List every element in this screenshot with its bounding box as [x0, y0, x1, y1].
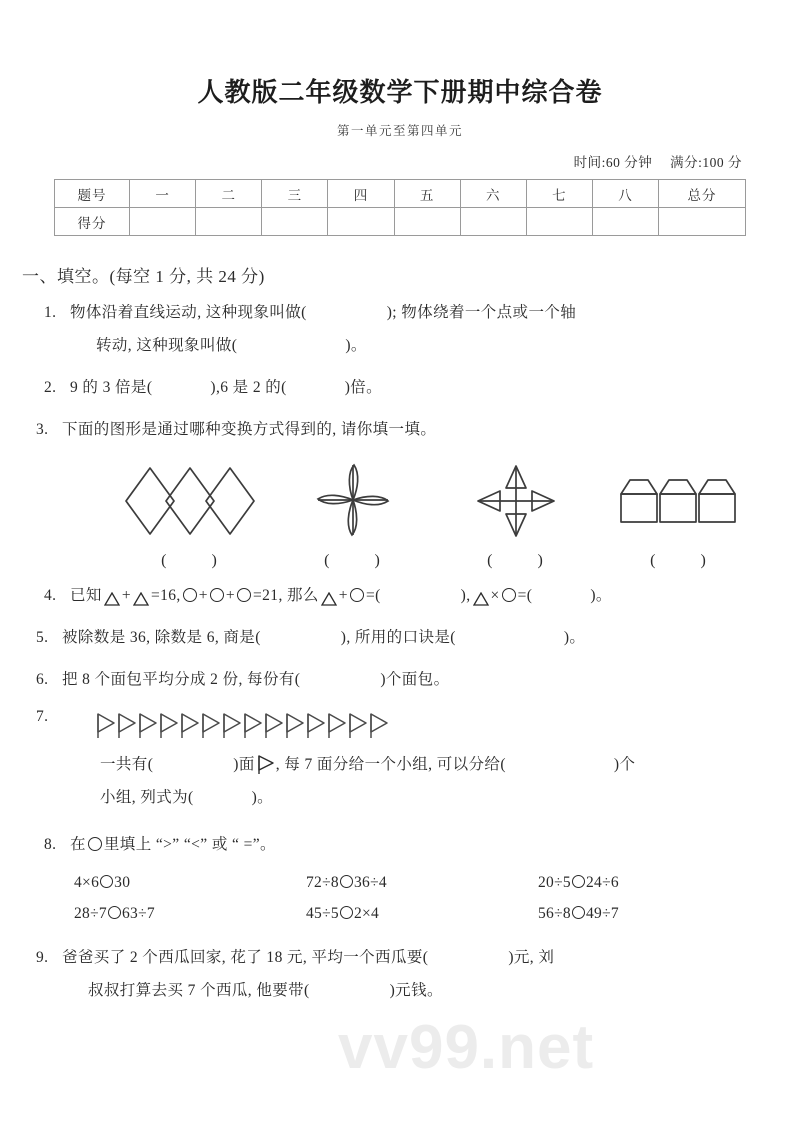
- pinwheel-figure-box: [308, 462, 398, 540]
- figure-3-paren-left: (: [487, 552, 494, 569]
- cmp-2-1-left: 28÷7: [74, 905, 107, 922]
- figure-2-paren-left: (: [324, 552, 331, 569]
- circle-icon[interactable]: [100, 875, 113, 888]
- flag-icon: [257, 755, 274, 775]
- question-4: [0, 579, 800, 612]
- flag-icon: [327, 713, 346, 739]
- page-title: 人教版二年级数学下册期中综合卷: [197, 78, 603, 107]
- question-4-k: =(: [517, 587, 533, 604]
- figure-cell-3: [434, 462, 597, 570]
- figure-1-paren-right: ): [211, 552, 218, 569]
- col-header-3: 三: [262, 180, 328, 208]
- circle-icon: [183, 588, 197, 602]
- circle-icon[interactable]: [572, 906, 585, 919]
- table-row-scores: [55, 208, 746, 236]
- question-4-number: 4.: [44, 587, 57, 604]
- figure-2-answer[interactable]: [324, 552, 381, 570]
- cmp-2-1-right: 63÷7: [121, 905, 155, 922]
- table-row-question-numbers: [55, 180, 746, 208]
- question-7-text: [0, 748, 800, 814]
- question-1-line1-b: ); 物体绕着一个点或一个轴: [386, 304, 577, 321]
- question-7-line2: [100, 781, 800, 814]
- row-label-question: 题号: [55, 180, 130, 208]
- question-1: [0, 296, 800, 362]
- figure-3-answer[interactable]: [487, 552, 544, 570]
- score-table: [54, 179, 746, 236]
- question-5-a: 被除数是 36, 除数是 6, 商是(: [62, 629, 261, 646]
- question-8-number: 8.: [44, 836, 57, 853]
- section-title-fill-blank: 一、填空。(每空 1 分, 共 24 分): [22, 267, 265, 286]
- score-cell-total[interactable]: [659, 208, 746, 236]
- cmp-2-3-right: 49÷7: [585, 905, 619, 922]
- question-4-i: ),: [460, 587, 471, 604]
- figure-cell-4: [597, 462, 760, 570]
- question-4-j: ×: [490, 587, 500, 604]
- col-header-total: 总分: [659, 180, 746, 208]
- question-9-line2: [62, 974, 800, 1007]
- question-8-prompt-b: 里填上 “>” “<” 或 “ =”。: [103, 836, 276, 853]
- figure-4-paren-left: (: [650, 552, 657, 569]
- score-cell-2[interactable]: [196, 208, 262, 236]
- question-9-line2-a: 叔叔打算去买 7 个西瓜, 他要带(: [88, 982, 310, 999]
- question-7-line1-b: )面: [233, 756, 255, 773]
- cmp-1-2-left: 72÷8: [306, 874, 339, 891]
- circle-icon[interactable]: [340, 906, 353, 919]
- flag-icon: [285, 713, 304, 739]
- question-4-g: +: [338, 587, 348, 604]
- question-1-number: 1.: [44, 304, 57, 321]
- figure-1-paren-left: (: [161, 552, 168, 569]
- flag-icon: [159, 713, 178, 739]
- comparison-grid: [0, 867, 800, 929]
- row-label-score: 得分: [55, 208, 130, 236]
- col-header-6: 六: [460, 180, 526, 208]
- comparison-item-2-2[interactable]: [306, 898, 538, 929]
- question-1-line2: [70, 329, 800, 362]
- comparison-item-2-1[interactable]: [74, 898, 306, 929]
- score-cell-7[interactable]: [526, 208, 592, 236]
- flag-icon: [306, 713, 325, 739]
- question-6-number: 6.: [36, 671, 49, 688]
- question-4-h: =(: [365, 587, 381, 604]
- circle-icon: [350, 588, 364, 602]
- four-arrows-figure-box: [473, 462, 559, 540]
- question-7-line2-a: 小组, 列式为(: [100, 789, 194, 806]
- question-2-c: )倍。: [344, 379, 383, 396]
- score-cell-4[interactable]: [328, 208, 394, 236]
- triangle-icon: [321, 592, 337, 606]
- flag-icon: [96, 713, 115, 739]
- cmp-2-2-right: 2×4: [353, 905, 380, 922]
- question-6: [0, 663, 800, 696]
- exam-total-label: 满分:100 分: [670, 155, 742, 170]
- question-9-line1-b: )元, 刘: [508, 949, 555, 966]
- question-5: [0, 621, 800, 654]
- triangle-icon: [104, 592, 120, 606]
- question-7-line2-b: )。: [251, 789, 274, 806]
- figure-2-paren-right: ): [374, 552, 381, 569]
- cmp-1-1-right: 30: [114, 874, 131, 891]
- question-3-number: 3.: [36, 421, 49, 438]
- question-6-b: )个面包。: [380, 671, 450, 688]
- pinwheel-icon: [308, 462, 398, 540]
- question-9-line2-b: )元钱。: [389, 982, 443, 999]
- exam-time-label: 时间:60 分钟: [573, 155, 653, 170]
- question-1-line1-a: 物体沿着直线运动, 这种现象叫做(: [70, 304, 307, 321]
- flag-icon: [201, 713, 220, 739]
- col-header-7: 七: [526, 180, 592, 208]
- score-cell-1[interactable]: [130, 208, 196, 236]
- page-subtitle: 第一单元至第四单元: [336, 124, 463, 138]
- comparison-item-1-2[interactable]: [306, 867, 538, 898]
- circle-icon[interactable]: [340, 875, 353, 888]
- question-8-prompt-a: 在: [70, 836, 86, 853]
- flag-icon: [138, 713, 157, 739]
- question-3-figures: [0, 462, 800, 570]
- question-6-a: 把 8 个面包平均分成 2 份, 每份有(: [62, 671, 301, 688]
- question-4-e: +: [225, 587, 235, 604]
- four-direction-arrow-icon: [473, 462, 559, 540]
- col-header-5: 五: [394, 180, 460, 208]
- flag-icon: [180, 713, 199, 739]
- cmp-1-1-left: 4×6: [74, 874, 100, 891]
- question-5-b: ), 所用的口诀是(: [340, 629, 456, 646]
- question-7-line1-d: )个: [613, 756, 636, 773]
- question-3-text: 下面的图形是通过哪种变换方式得到的, 请你填一填。: [62, 421, 437, 438]
- cmp-1-2-right: 36÷4: [353, 874, 387, 891]
- comparison-item-1-3[interactable]: [538, 867, 770, 898]
- question-5-number: 5.: [36, 629, 49, 646]
- figure-cell-2: [271, 462, 434, 570]
- question-7-number: 7.: [36, 708, 49, 725]
- circle-icon: [210, 588, 224, 602]
- flag-icon: [264, 713, 283, 739]
- question-8: [0, 828, 800, 861]
- question-3: [0, 413, 800, 446]
- flag-icon: [348, 713, 367, 739]
- question-7-line1-c: , 每 7 面分给一个小组, 可以分给(: [275, 756, 506, 773]
- diamonds-figure-box: [124, 462, 256, 540]
- comparison-item-1-1[interactable]: [74, 867, 306, 898]
- circle-icon[interactable]: [572, 875, 585, 888]
- question-1-line2-b: )。: [345, 337, 367, 354]
- cmp-1-3-left: 20÷5: [538, 874, 571, 891]
- exam-meta: [0, 151, 800, 171]
- score-cell-8[interactable]: [592, 208, 658, 236]
- figure-cell-1: [108, 462, 271, 570]
- score-cell-3[interactable]: [262, 208, 328, 236]
- circle-icon: [237, 588, 251, 602]
- flag-icon: [117, 713, 136, 739]
- question-2: [0, 371, 800, 404]
- question-9: [0, 941, 800, 1007]
- score-cell-5[interactable]: [394, 208, 460, 236]
- comparison-row-1: [74, 867, 800, 898]
- question-4-b: +: [121, 587, 131, 604]
- flag-icon: [243, 713, 262, 739]
- comparison-row-2: [74, 898, 800, 929]
- flag-icon: [369, 713, 388, 739]
- question-2-number: 2.: [44, 379, 57, 396]
- comparison-item-2-3[interactable]: [538, 898, 770, 929]
- cmp-1-3-right: 24÷6: [585, 874, 619, 891]
- question-2-b: ),6 是 2 的(: [210, 379, 287, 396]
- question-4-a: 已知: [70, 587, 102, 604]
- overlapping-diamonds-icon: [124, 464, 256, 538]
- figure-1-answer[interactable]: [161, 552, 218, 570]
- circle-icon: [88, 837, 102, 851]
- figure-3-paren-right: ): [537, 552, 544, 569]
- question-4-f: =21, 那么: [253, 587, 319, 604]
- three-houses-icon: [618, 474, 740, 528]
- circle-icon: [502, 588, 516, 602]
- col-header-8: 八: [592, 180, 658, 208]
- question-9-number: 9.: [36, 949, 49, 966]
- question-1-line2-a: 转动, 这种现象叫做(: [96, 337, 238, 354]
- houses-figure-box: [618, 462, 740, 540]
- flag-icon: [222, 713, 241, 739]
- question-9-line1-a: 爸爸买了 2 个西瓜回家, 花了 18 元, 平均一个西瓜要(: [62, 949, 429, 966]
- circle-icon[interactable]: [108, 906, 121, 919]
- question-4-d: +: [198, 587, 208, 604]
- score-table-wrapper: [54, 179, 746, 236]
- question-4-l: )。: [590, 587, 612, 604]
- question-5-c: )。: [563, 629, 586, 646]
- triangle-icon: [133, 592, 149, 606]
- figure-4-paren-right: ): [700, 552, 707, 569]
- watermark-text: vv99.net: [338, 1013, 595, 1082]
- question-4-c: =16,: [150, 587, 181, 604]
- col-header-1: 一: [130, 180, 196, 208]
- cmp-2-3-left: 56÷8: [538, 905, 571, 922]
- flag-strip: [0, 705, 800, 739]
- col-header-2: 二: [196, 180, 262, 208]
- score-cell-6[interactable]: [460, 208, 526, 236]
- figure-4-answer[interactable]: [650, 552, 707, 570]
- question-2-a: 9 的 3 倍是(: [70, 379, 153, 396]
- cmp-2-2-left: 45÷5: [306, 905, 339, 922]
- question-7-line1-a: 一共有(: [100, 756, 154, 773]
- col-header-4: 四: [328, 180, 394, 208]
- triangle-icon: [473, 592, 489, 606]
